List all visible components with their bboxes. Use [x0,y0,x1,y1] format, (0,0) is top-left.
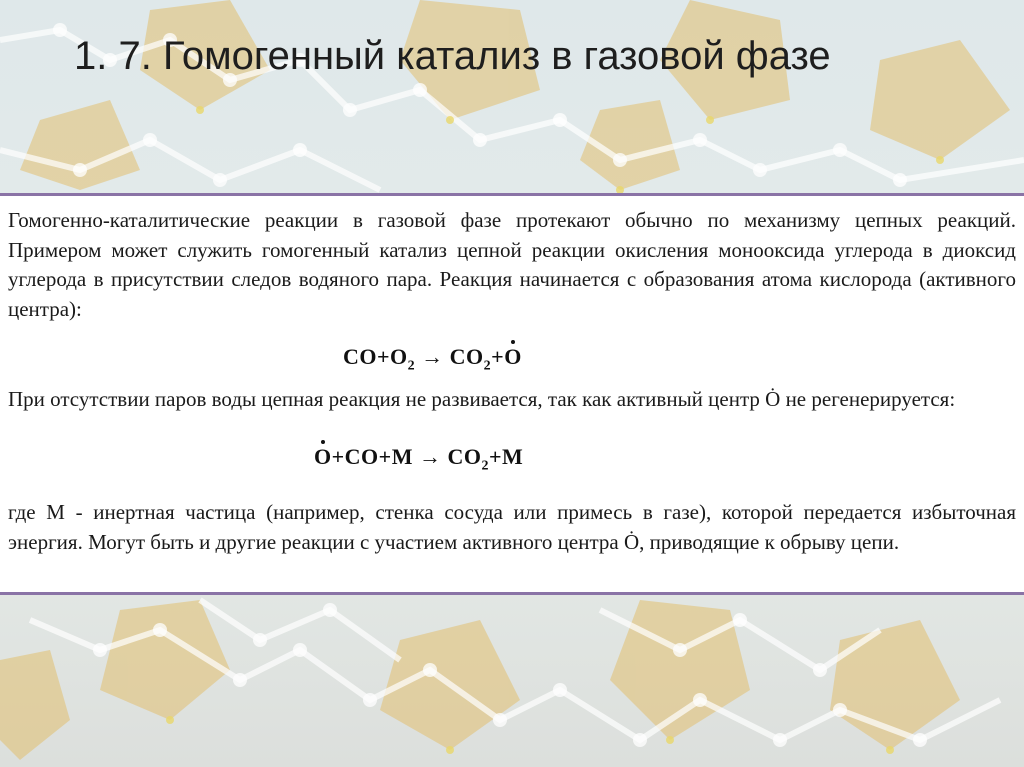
formula-term: M [391,444,413,469]
paragraph-inert-particle: где М - инертная частица (например, стенка сосуда или примесь в газе), которой передается избыточная энергия. Могут быть и другие реакции с участием активного центра Ȯ, приводящие к обрыву цепи. [8,500,1016,554]
paragraph-intro: Гомогенно-каталитические реакции в газовой фазе протекают обычно по механизму цепных реакций. Примером может служить гомогенный катализ цепной реакции окисления монооксида углерода в диоксид углерода в присутствии следов водяного пара. Реакция начинается с образования атома кислорода (активного центра): [8,208,1016,321]
formula-subscript: 2 [481,458,489,474]
slide-title: 1. 7. Гомогенный катализ в газовой фазе [74,34,831,78]
formula-operator: + [491,344,505,369]
formula-term: O [390,344,408,369]
paragraph-no-water: При отсутствии паров воды цепная реакция не развивается, так как активный центр Ȯ не регенерируется: [8,387,956,411]
formula-subscript: 2 [407,358,416,374]
formula-term: CO [343,344,377,369]
formula-term-radical: O [314,444,332,469]
formula-term-radical: O [504,344,522,369]
formula-arrow: → [421,344,444,369]
formula-subscript: 2 [483,358,492,374]
formula-operator: + [488,444,503,469]
formula-arrow: → [418,444,442,469]
formula-term: CO [449,344,484,369]
formula-operator: + [377,344,391,369]
formula-operator: + [331,444,345,469]
formula-term: CO [344,444,379,469]
formula-term: M [502,444,524,469]
formula-initiation [343,344,522,374]
formula-term: CO [447,444,482,469]
content-panel [0,193,1024,595]
formula-termination [314,444,523,474]
formula-operator: + [378,444,392,469]
